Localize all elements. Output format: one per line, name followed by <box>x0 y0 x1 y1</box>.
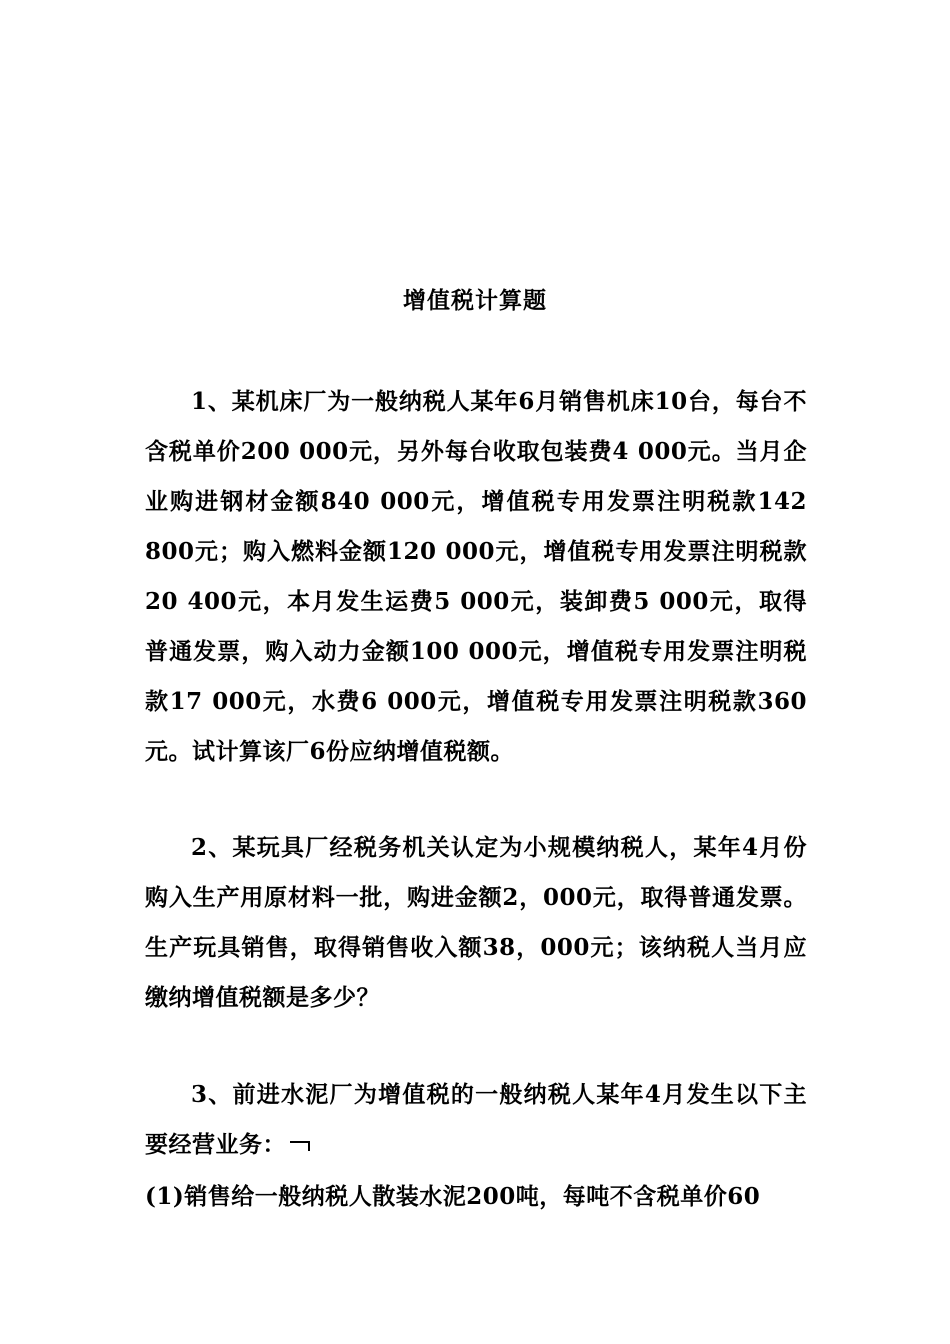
question-3-text: 3、前进水泥厂为增值税的一般纳税人某年4月发生以下主要经营业务： <box>145 1081 807 1158</box>
document-title: 增值税计算题 <box>403 287 547 314</box>
question-1: 1、某机床厂为一般纳税人某年6月销售机床10台，每台不含税单价200 000元，另外每台收取包装费4 000元。当月企业购进钢材金额840 000元，增值税专用发票注明税款142 800元；购入燃料金额120 000元，增值税专用发票注明税款20 400元，本月发生运费5 000元，装卸费5 000元，取得普通发票，购入动力金额100 000元，增值税专用发票注明税款17 000元，水费6 000元，增值税专用发票注明税款360元。试计算该厂6份应纳增值税额。 <box>145 388 807 765</box>
question-3 <box>145 1070 807 1170</box>
question-2: 2、某玩具厂经税务机关认定为小规模纳税人，某年4月份购入生产用原材料一批，购进金额2，000元，取得普通发票。生产玩具销售，取得销售收入额38，000元；该纳税人当月应缴纳增值税额是多少？ <box>145 834 807 1011</box>
text-cursor-mark-icon <box>290 1139 310 1153</box>
question-3-item-1: (1)销售给一般纳税人散装水泥200吨，每吨不含税单价60 <box>145 1183 761 1210</box>
